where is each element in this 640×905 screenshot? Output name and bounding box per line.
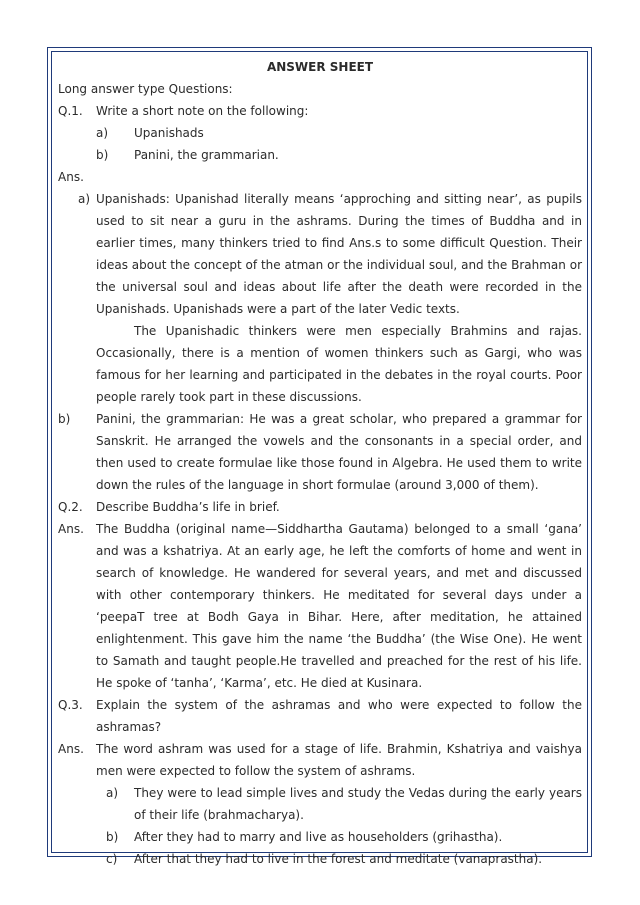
- answer-3: [58, 738, 582, 782]
- question-3: [58, 694, 582, 738]
- question-text: Describe Buddha’s life in brief.: [96, 500, 280, 514]
- answer-paragraph: Panini, the grammarian: He was a great scholar, who prepared a grammar for Sanskrit. He arranged the vowels and the consonants in a special order, and then used to create formulae like those found in Algebra. He used them to write down the rules of the language in short formulae (around 3,000 of them).: [96, 412, 582, 492]
- question-1: [58, 100, 582, 122]
- point-text: They were to lead simple lives and study the Vedas during the early years of their life (brahmacharya).: [134, 786, 582, 822]
- answer-label: Ans.: [58, 522, 84, 536]
- answer-paragraph: Upanishads: Upanishad literally means ‘approching and sitting near’, as pupils used to sit near a guru in the ashrams. During the times of Buddha and in earlier times, many thinkers tried to find Ans.s to some difficult Question. Their ideas about the concept of the atman or the individual soul, and the Brahman or the universal soul and ideas about life after the death were recorded in the Upanishads. Upanishads were a part of the later Vedic texts.: [96, 192, 582, 316]
- answer-label: Ans.: [58, 742, 84, 756]
- answer-point: [106, 782, 582, 826]
- answer-paragraph: The word ashram was used for a stage of life. Brahmin, Kshatriya and vaishya men were expected to follow the system of ashrams.: [96, 742, 582, 778]
- question-label: Q.3.: [58, 698, 83, 712]
- part-label: b): [96, 148, 109, 162]
- answer-sheet: [58, 56, 582, 870]
- question-part: [96, 144, 582, 166]
- question-part: [96, 122, 582, 144]
- question-2: [58, 496, 582, 518]
- answer-point: [106, 826, 582, 848]
- page-title: ANSWER SHEET: [266, 60, 374, 74]
- part-text: Upanishads: [134, 126, 204, 140]
- answer-paragraph: The Buddha (original name—Siddhartha Gautama) belonged to a small ‘gana’ and was a kshatriya. At an early age, he left the comforts of home and went in search of knowledge. He wandered for several years, and met and discussed with other contemporary thinkers. He meditated for several days under a ‘peepaT tree at Bodh Gaya in Bihar. Here, after meditation, he attained enlightenment. This gave him the name ‘the Buddha’ (the Wise One). He went to Samath and taught people.He travelled and preached for the rest of his life. He spoke of ‘tanha’, ‘Karma’, etc. He died at Kusinara.: [96, 522, 582, 690]
- question-text: Explain the system of the ashramas and who were expected to follow the ashramas?: [96, 698, 582, 734]
- answer-part-label: b): [58, 412, 71, 426]
- answer-part-label: a): [78, 192, 91, 206]
- part-text: Panini, the grammarian.: [134, 148, 279, 162]
- question-label: Q.2.: [58, 500, 83, 514]
- answer-label: Ans.: [58, 170, 84, 184]
- question-label: Q.1.: [58, 104, 83, 118]
- answer-2: [58, 518, 582, 694]
- point-label: c): [106, 852, 118, 866]
- answer-1b: [58, 408, 582, 496]
- question-text: Write a short note on the following:: [96, 104, 309, 118]
- part-label: a): [96, 126, 109, 140]
- section-heading: Long answer type Questions:: [58, 82, 233, 96]
- point-text: After they had to marry and live as householders (grihastha).: [134, 830, 503, 844]
- answer-paragraph: The Upanishadic thinkers were men especially Brahmins and rajas. Occasionally, there is a mention of women thinkers such as Gargi, who was famous for her learning and participated in the debates in the royal courts. Poor people rarely took part in these discussions.: [96, 324, 582, 404]
- point-label: b): [106, 830, 119, 844]
- answer-point: [106, 848, 582, 870]
- answer-1a: [58, 188, 582, 408]
- point-text: After that they had to live in the forest and meditate (vanaprastha).: [134, 852, 543, 866]
- point-label: a): [106, 786, 119, 800]
